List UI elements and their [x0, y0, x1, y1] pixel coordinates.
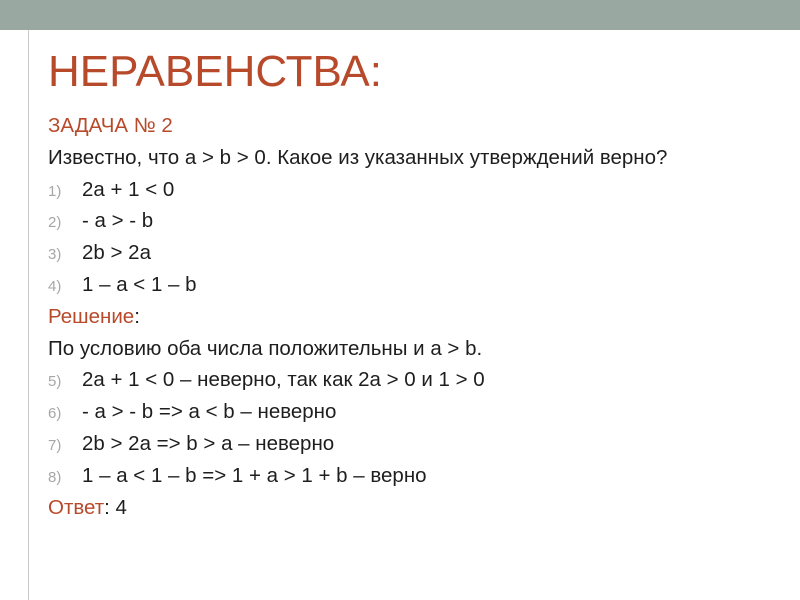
option-number: 1): [48, 182, 62, 200]
step-text: 1 – a < 1 – b => 1 + a > 1 + b – верно: [82, 463, 427, 487]
step-number: 6): [48, 405, 62, 423]
option-text: 2a + 1 < 0: [82, 177, 175, 201]
step-text: - a > - b => a < b – неверно: [82, 400, 337, 424]
step-number: 5): [48, 373, 62, 391]
condition-text: По условию оба числа положительны и a > b.: [48, 336, 483, 360]
option-text: 2b > 2a: [82, 241, 151, 265]
option-text: 1 – a < 1 – b: [82, 272, 197, 296]
option-number: 4): [48, 277, 62, 295]
solution-step: [48, 460, 788, 492]
solution-label: Решение: [48, 304, 135, 328]
solution-step: [48, 396, 788, 428]
task-label: ЗАДАЧА № 2: [48, 114, 173, 137]
solution-step: [48, 364, 788, 396]
option-number: 3): [48, 246, 62, 264]
step-number: 7): [48, 436, 62, 454]
solution-heading: [48, 301, 788, 333]
option-item: [48, 205, 788, 237]
option-text: - a > - b: [82, 209, 154, 233]
answer-value: : 4: [104, 495, 127, 519]
slide-title: НЕРАВЕНСТВА:: [48, 47, 382, 96]
step-text: 2a + 1 < 0 – неверно, так как 2a > 0 и 1 > 0: [82, 368, 485, 392]
solution-step: [48, 428, 788, 460]
step-number: 8): [48, 468, 62, 486]
option-item: [48, 269, 788, 301]
option-item: [48, 237, 788, 269]
option-item: [48, 174, 788, 206]
solution-colon: :: [134, 304, 140, 328]
step-text: 2b > 2a => b > a – неверно: [82, 431, 335, 455]
top-bar: [0, 0, 800, 30]
side-divider-line: [28, 30, 29, 600]
answer-label: Ответ: [48, 495, 105, 519]
question-text: Известно, что a > b > 0. Какое из указанных утверждений верно?: [48, 145, 668, 169]
option-number: 2): [48, 214, 62, 232]
slide-content: [48, 110, 788, 523]
answer-line: [48, 492, 788, 524]
